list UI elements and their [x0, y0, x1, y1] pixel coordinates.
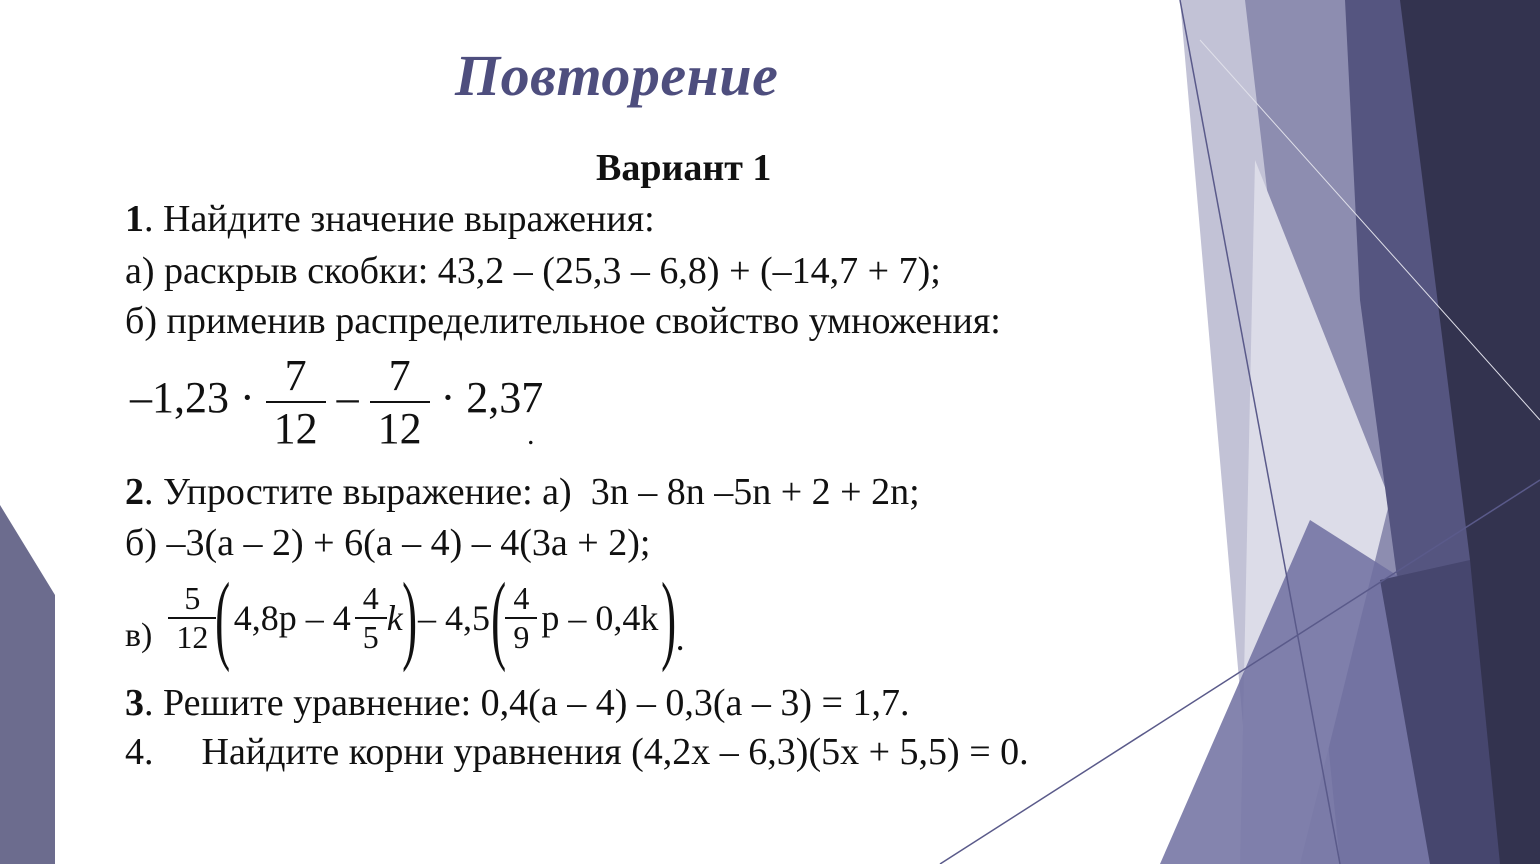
right-paren-1: ) — [401, 562, 417, 673]
v-inner-2: p – 0,4k — [541, 598, 659, 638]
formula-minus: – — [336, 373, 359, 423]
task-1-part-a: а) раскрыв скобки: 43,2 – (25,3 – 6,8) + (–14,7 + 7); — [125, 250, 941, 292]
task-1-heading — [125, 200, 655, 238]
task-1-text: . Найдите значение выражения: — [144, 198, 655, 240]
v-mixed-fraction — [355, 580, 387, 656]
fraction-2-numerator: 7 — [388, 351, 411, 400]
v-fraction-1 — [168, 580, 216, 656]
v-fraction-2-numerator: 4 — [513, 580, 530, 616]
formula-part-2: · 2,37 — [440, 373, 544, 423]
task-4-number: 4. — [125, 731, 154, 773]
task-1-part-b: б) применив распределительное свойство умножения: — [125, 300, 1001, 342]
left-paren-1: ( — [215, 562, 231, 673]
v-fraction-1-numerator: 5 — [184, 580, 201, 616]
v-mixed-denominator: 5 — [355, 617, 387, 656]
task-3-number: 3 — [125, 682, 144, 724]
task-3 — [125, 684, 909, 722]
v-fraction-2 — [505, 580, 537, 656]
left-decor-shape — [0, 505, 55, 864]
fraction-1 — [266, 350, 326, 454]
v-inner-1: 4,8p – 4 — [233, 598, 351, 638]
v-fraction-1-denominator: 12 — [168, 617, 216, 656]
right-paren-2: ) — [661, 562, 677, 673]
variant-heading: Вариант 1 — [596, 147, 772, 189]
task-4-text: Найдите корни уравнения (4,2x – 6,3)(5x + 5,5) = 0. — [201, 731, 1029, 773]
fraction-1-denominator: 12 — [266, 401, 326, 454]
formula-dot: . — [527, 418, 535, 451]
task-2-text: . Упростите выражение: а) — [144, 471, 572, 513]
left-paren-2: ( — [491, 562, 507, 673]
fraction-1-numerator: 7 — [284, 351, 307, 400]
task-1-number: 1 — [125, 198, 144, 240]
task-1-formula — [130, 350, 543, 454]
v-mixed-numerator: 4 — [362, 580, 379, 616]
formula-part-1: –1,23 · — [130, 373, 255, 423]
v-end-dot: . — [675, 618, 685, 658]
task-4 — [125, 733, 1029, 771]
task-3-text: . Решите уравнение: 0,4(a – 4) – 0,3(a – 3) = 1,7. — [144, 682, 910, 724]
v-middle: – 4,5 — [418, 598, 490, 638]
task-2-part-b: б) –3(a – 2) + 6(a – 4) – 4(3a + 2); — [125, 522, 651, 564]
v-fraction-2-denominator: 9 — [505, 617, 537, 656]
fraction-2-denominator: 12 — [370, 401, 430, 454]
task-2-v-label: в) — [125, 617, 153, 654]
v-k: k — [386, 598, 403, 638]
task-2-part-v — [125, 562, 685, 673]
task-2-number: 2 — [125, 471, 144, 513]
task-2-heading — [125, 473, 920, 511]
task-2-a-expression: 3n – 8n –5n + 2 + 2n; — [590, 471, 920, 513]
slide-title: Повторение — [455, 43, 779, 108]
fraction-2 — [370, 350, 430, 454]
